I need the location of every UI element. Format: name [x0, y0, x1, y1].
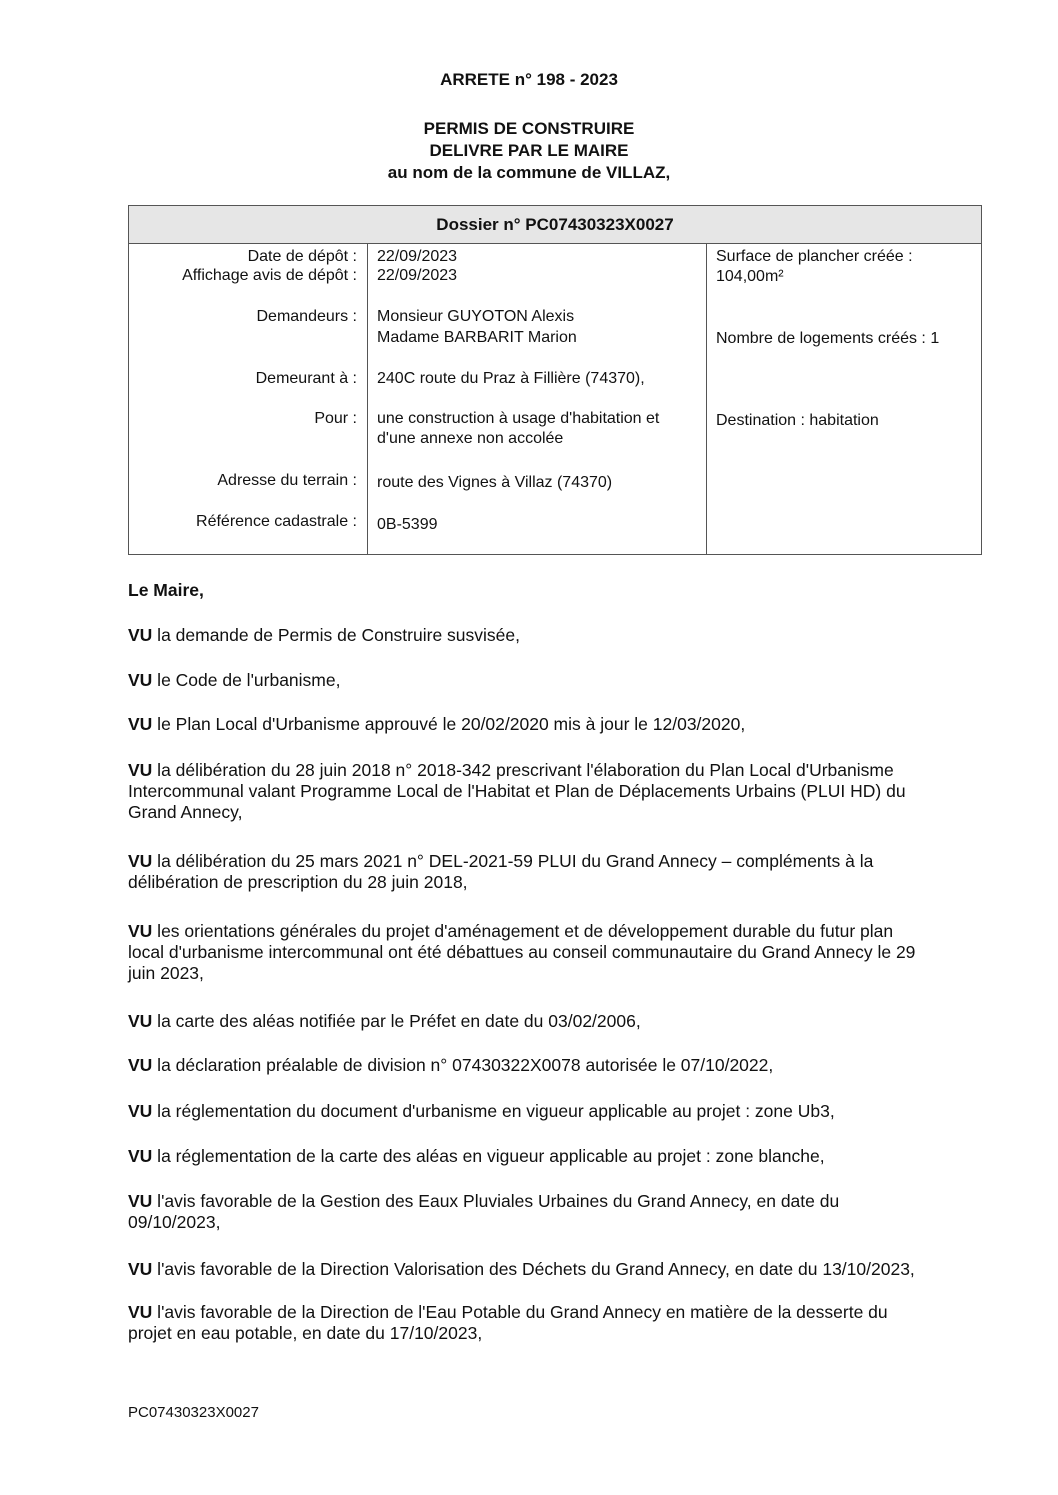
footer-reference: PC07430323X0027 — [128, 1404, 259, 1421]
label-adresse: Adresse du terrain : — [217, 472, 357, 489]
label-demeurant: Demeurant à : — [255, 370, 357, 387]
value-affichage: 22/09/2023 — [377, 267, 458, 284]
vu-paragraph — [128, 1259, 928, 1280]
label-demandeurs: Demandeurs : — [256, 308, 357, 325]
permis-title-line2: DELIVRE PAR LE MAIRE — [429, 141, 629, 160]
vu-paragraph — [128, 714, 928, 735]
vu-keyword: VU — [128, 714, 153, 734]
vu-paragraph — [128, 851, 928, 893]
label-date-depot: Date de dépôt : — [247, 248, 357, 265]
vu-text: la carte des aléas notifiée par le Préfet en date du 03/02/2006, — [152, 1011, 641, 1031]
vu-keyword: VU — [128, 1191, 153, 1211]
vu-keyword: VU — [128, 851, 153, 871]
vu-text: la demande de Permis de Construire susvisée, — [152, 625, 520, 645]
surface-label: Surface de plancher créée : — [716, 248, 913, 265]
vu-text: les orientations générales du projet d'aménagement et de développement durable du futur plan local d'urbanisme intercommunal ont été débattues au conseil communautaire du Grand Annecy le 29 juin 2023, — [128, 921, 916, 983]
vu-text: le Plan Local d'Urbanisme approuvé le 20/02/2020 mis à jour le 12/03/2020, — [152, 714, 746, 734]
vu-keyword: VU — [128, 921, 153, 941]
value-pour-line1: une construction à usage d'habitation et — [377, 410, 660, 427]
maire-heading: Le Maire, — [128, 580, 204, 600]
vu-text: la réglementation du document d'urbanisme en vigueur applicable au projet : zone Ub3, — [152, 1101, 835, 1121]
vu-text: la déclaration préalable de division n° 07430322X0078 autorisée le 07/10/2022, — [152, 1055, 774, 1075]
vu-keyword: VU — [128, 625, 153, 645]
vu-paragraph — [128, 921, 928, 984]
vu-paragraph — [128, 1055, 928, 1076]
value-demandeur-2: Madame BARBARIT Marion — [377, 329, 577, 346]
value-reference: 0B-5399 — [377, 516, 438, 533]
vu-paragraph — [128, 1302, 928, 1344]
vu-keyword: VU — [128, 1011, 153, 1031]
value-demandeur-1: Monsieur GUYOTON Alexis — [377, 308, 575, 325]
permis-title-line1: PERMIS DE CONSTRUIRE — [423, 119, 635, 138]
vu-paragraph — [128, 1146, 928, 1167]
vu-text: la délibération du 28 juin 2018 n° 2018-342 prescrivant l'élaboration du Plan Local d'Urbanisme Intercommunal valant Programme Local de l'Habitat et Plan de Déplacements Urbains (PLUI HD) du Grand Annecy, — [128, 760, 906, 822]
dossier-title: Dossier n° PC07430323X0027 — [129, 206, 981, 244]
arrete-title: ARRETE n° 198 - 2023 — [440, 70, 618, 89]
permis-title — [0, 118, 1058, 184]
vu-text: l'avis favorable de la Gestion des Eaux Pluviales Urbaines du Grand Annecy, en date du 09/10/2023, — [128, 1191, 840, 1232]
permis-title-line3: au nom de la commune de VILLAZ, — [387, 163, 671, 182]
vu-text: l'avis favorable de la Direction de l'Eau Potable du Grand Annecy en matière de la desserte du projet en eau potable, en date du 17/10/2023, — [128, 1302, 888, 1343]
destination: Destination : habitation — [716, 412, 879, 429]
dossier-box — [128, 205, 982, 555]
vu-keyword: VU — [128, 670, 153, 690]
logements-count: Nombre de logements créés : 1 — [716, 330, 940, 347]
value-date-depot: 22/09/2023 — [377, 248, 458, 265]
vu-text: le Code de l'urbanisme, — [152, 670, 341, 690]
column-divider — [367, 243, 368, 554]
label-pour: Pour : — [314, 410, 357, 427]
value-demeurant: 240C route du Praz à Fillière (74370), — [377, 370, 645, 387]
vu-keyword: VU — [128, 760, 153, 780]
vu-keyword: VU — [128, 1259, 153, 1279]
vu-keyword: VU — [128, 1055, 153, 1075]
vu-paragraph — [128, 1011, 928, 1032]
value-pour-line2: d'une annexe non accolée — [377, 430, 564, 447]
vu-keyword: VU — [128, 1101, 153, 1121]
label-reference: Référence cadastrale : — [196, 513, 357, 530]
label-affichage: Affichage avis de dépôt : — [182, 267, 357, 284]
vu-text: l'avis favorable de la Direction Valorisation des Déchets du Grand Annecy, en date du 13/10/2023, — [152, 1259, 915, 1279]
vu-keyword: VU — [128, 1146, 153, 1166]
column-divider — [706, 243, 707, 554]
vu-text: la réglementation de la carte des aléas en vigueur applicable au projet : zone blanche, — [152, 1146, 825, 1166]
surface-value: 104,00m² — [716, 268, 784, 285]
vu-paragraph — [128, 1101, 928, 1122]
vu-paragraph — [128, 760, 928, 823]
vu-keyword: VU — [128, 1302, 153, 1322]
vu-paragraph — [128, 670, 928, 691]
vu-paragraph — [128, 1191, 928, 1233]
vu-paragraph — [128, 625, 928, 646]
vu-text: la délibération du 25 mars 2021 n° DEL-2021-59 PLUI du Grand Annecy – compléments à la délibération de prescription du 28 juin 2018, — [128, 851, 874, 892]
value-adresse: route des Vignes à Villaz (74370) — [377, 474, 613, 491]
